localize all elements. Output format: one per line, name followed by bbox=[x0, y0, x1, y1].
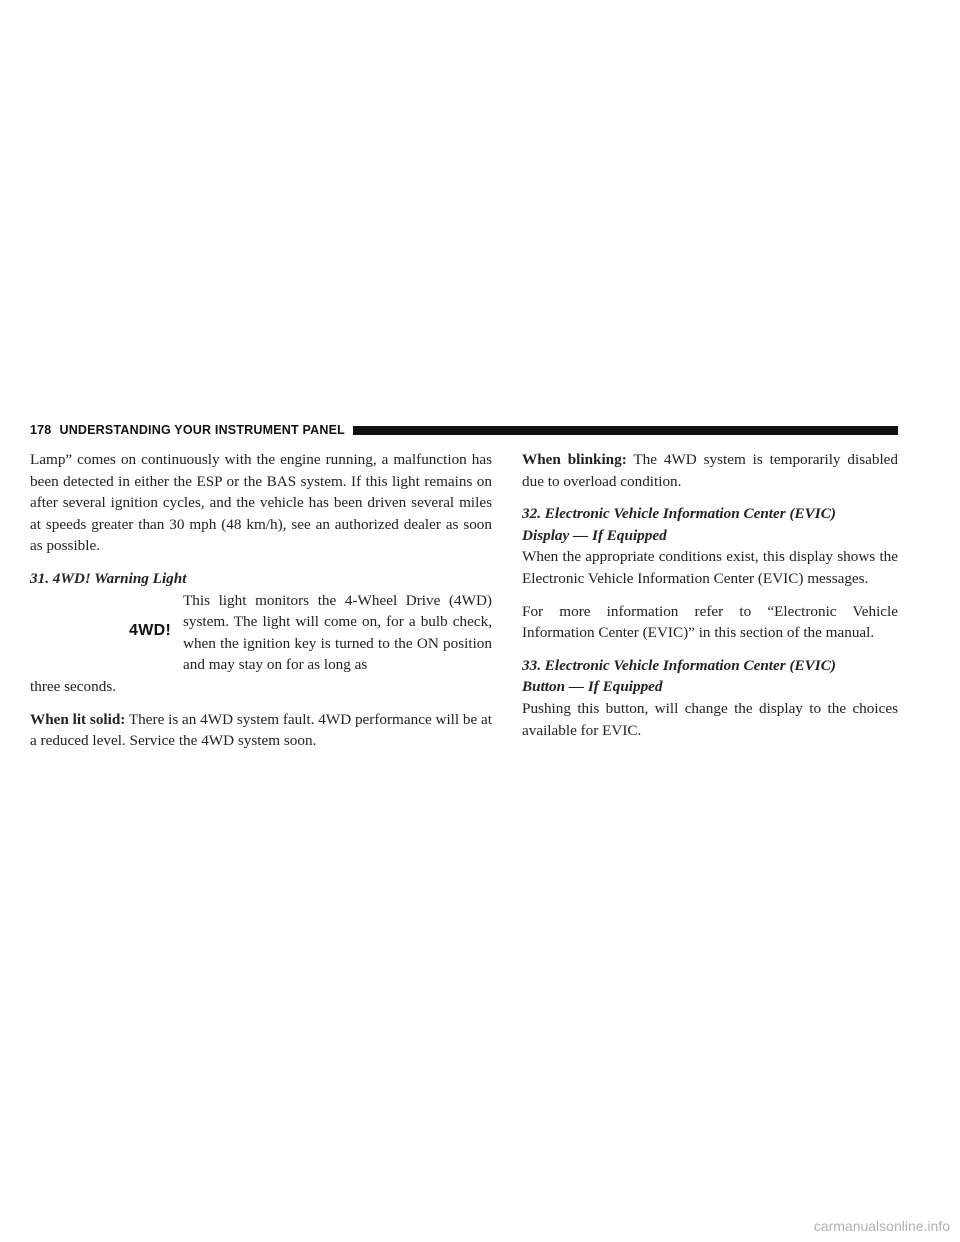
item-32-text-2: For more information refer to “Electronic Vehicle Information Center (EVIC)” in this section of the manual. bbox=[522, 602, 898, 642]
header-rule bbox=[353, 426, 898, 435]
lit-solid-text: There is an 4WD system fault. 4WD performance will be at a reduced level. Service the 4WD system soon. bbox=[30, 710, 493, 750]
page-header bbox=[30, 422, 898, 438]
blinking-label: When blinking: bbox=[522, 451, 627, 468]
blinking-text: The 4WD system is temporarily disabled due to overload condition. bbox=[522, 451, 899, 490]
lit-solid-label: When lit solid: bbox=[30, 710, 126, 728]
item-31-heading: 31. 4WD! Warning Light bbox=[30, 569, 187, 587]
item-33-heading-line2: Button — If Equipped bbox=[522, 678, 663, 696]
item-32-text-1: When the appropriate conditions exist, this display shows the Electronic Vehicle Information Center (EVIC) messages. bbox=[522, 548, 898, 587]
item-32-heading-line1: 32. Electronic Vehicle Information Center (EVIC) bbox=[522, 505, 836, 523]
intro-paragraph: Lamp” comes on continuously with the engine running, a malfunction has been detected in either the ESP or the BAS system. If this light remains on after several ignition cycles, and the vehicle has been driven several miles at speeds greater than 30 mph (48 km/h), see an authorized dealer as soon as possible. bbox=[30, 451, 492, 555]
item-31-description-tail: three seconds. bbox=[30, 677, 117, 695]
watermark: carmanualsonline.info bbox=[813, 1218, 950, 1234]
4wd-warning-icon: 4WD! bbox=[129, 621, 172, 639]
left-column bbox=[30, 449, 492, 763]
lit-solid-paragraph bbox=[30, 709, 492, 752]
item-33-heading-line1: 33. Electronic Vehicle Information Center (EVIC) bbox=[522, 656, 836, 674]
right-column bbox=[522, 449, 898, 752]
item-31-block bbox=[30, 590, 492, 676]
section-title: UNDERSTANDING YOUR INSTRUMENT PANEL bbox=[59, 423, 345, 437]
page-number: 178 bbox=[30, 423, 52, 437]
blinking-paragraph bbox=[522, 449, 898, 492]
item-33-text: Pushing this button, will change the display to the choices available for EVIC. bbox=[522, 699, 898, 739]
item-32-heading-line2: Display — If Equipped bbox=[522, 526, 667, 544]
item-31-description: This light monitors the 4-Wheel Drive (4WD) system. The light will come on, for a bulb check, when the ignition key is turned to the ON position and may stay on for as long as bbox=[183, 591, 492, 674]
